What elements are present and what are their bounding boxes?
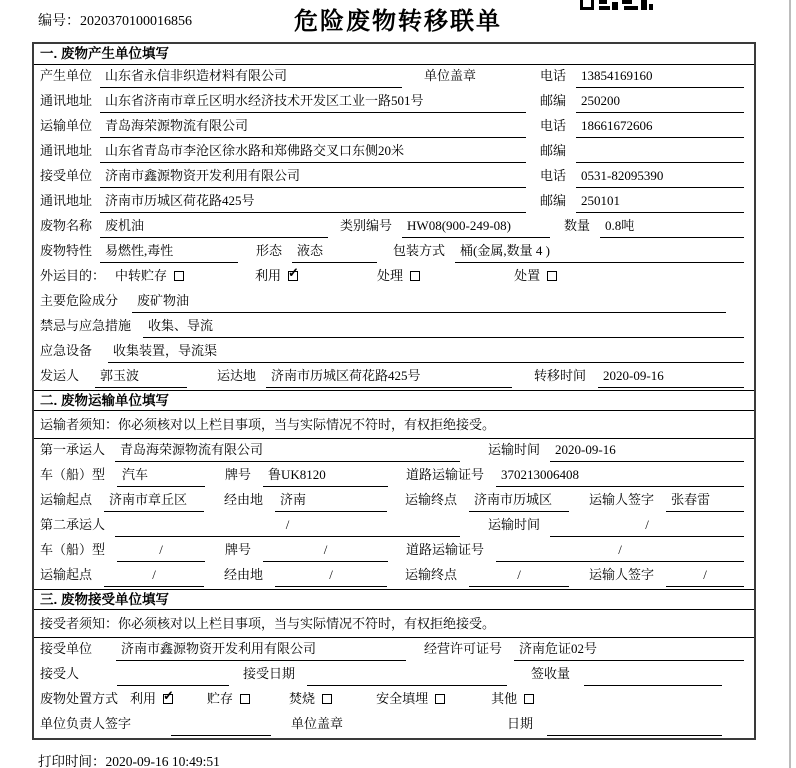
- transport-time-label: 运输时间: [488, 442, 541, 457]
- carrier-sign-label: 运输人签字: [589, 492, 655, 507]
- zip-label: 邮编: [540, 193, 567, 208]
- first-vehicle-type-value: 汽车: [117, 464, 205, 487]
- row-emergency-equipment: [34, 340, 754, 365]
- page-edge-line: [789, 0, 791, 768]
- receiving-unit-label: 接受单位: [40, 168, 93, 183]
- row-disposal-method: [34, 688, 754, 713]
- option-disposal-landfill-label: 安全填埋: [376, 691, 429, 706]
- option-disposal-incinerate-label: 焚烧: [289, 691, 316, 706]
- option-disposal-incinerate: [289, 688, 332, 710]
- first-plate-value: 鲁UK8120: [263, 464, 388, 487]
- road-permit-label: 道路运输证号: [406, 542, 485, 557]
- route-via-label: 经由地: [224, 492, 264, 507]
- vehicle-type-label: 车（船）型: [40, 467, 106, 482]
- option-disposal-store-label: 贮存: [207, 691, 234, 706]
- second-transport-time-value: /: [550, 514, 744, 537]
- print-time-label: 打印时间：: [38, 754, 106, 768]
- receiving-zip-value: 250101: [576, 190, 744, 213]
- transport-unit-group: [40, 115, 540, 138]
- packing-label: 包装方式: [393, 243, 446, 258]
- option-treat-label: 处理: [377, 268, 404, 283]
- route-end-label: 运输终点: [405, 492, 458, 507]
- transport-address-group: [40, 140, 540, 163]
- receiving-unit-group: [40, 165, 540, 188]
- row-waste-trait: [34, 240, 754, 265]
- row-generating-address: [34, 90, 754, 115]
- waste-name-value: 废机油: [100, 215, 328, 238]
- option-disposal-utilize: [130, 688, 173, 710]
- emergency-equipment-label: 应急设备: [40, 343, 93, 358]
- route-via-label: 经由地: [224, 567, 264, 582]
- second-road-permit-value: /: [496, 539, 744, 562]
- phone-label: 电话: [540, 118, 567, 133]
- packing-value: 桶(金属,数量 4 ): [455, 240, 744, 263]
- destination-value: 济南市历城区荷花路425号: [266, 365, 512, 388]
- category-label: 类别编号: [340, 218, 393, 233]
- taboo-measures-label: 禁忌与应急措施: [40, 318, 132, 333]
- zip-label: 邮编: [540, 143, 567, 158]
- shipper-label: 发运人: [40, 368, 80, 383]
- row-waste-name: [34, 215, 754, 240]
- signed-quantity-value: [584, 663, 722, 686]
- document-header: [0, 0, 796, 42]
- option-transfer-storage-label: 中转贮存: [115, 268, 168, 283]
- road-permit-label: 道路运输证号: [406, 467, 485, 482]
- print-time-value: 2020-09-16 10:49:51: [105, 754, 220, 768]
- quantity-value: 0.8吨: [600, 215, 744, 238]
- first-carrier-value: 青岛海荣源物流有限公司: [115, 439, 460, 462]
- generating-address-value: 山东省济南市章丘区明水经济技术开发区工业一路501号: [100, 90, 526, 113]
- option-disposal-utilize-label: 利用: [130, 691, 157, 706]
- plate-label: 牌号: [225, 542, 252, 557]
- unit-seal-label: 单位盖章: [424, 68, 477, 83]
- seal-date-value: [547, 713, 722, 736]
- license-label: 经营许可证号: [424, 641, 503, 656]
- row-taboo-measures: [34, 315, 754, 340]
- generating-unit-group: [40, 65, 540, 88]
- checkbox-disposal-other: [524, 694, 534, 704]
- transport-time-label: 运输时间: [488, 517, 541, 532]
- generating-address-group: [40, 90, 540, 113]
- hazard-component-value: 废矿物油: [132, 290, 726, 313]
- checkbox-transfer-storage: [174, 271, 184, 281]
- first-road-permit-value: 370213006408: [496, 464, 744, 487]
- transfer-time-value: 2020-09-16: [598, 365, 744, 388]
- row-receiving-address: [34, 190, 754, 215]
- print-time: [38, 750, 220, 768]
- option-dispose-label: 处置: [514, 268, 541, 283]
- first-route-end-value: 济南市历城区: [469, 489, 569, 512]
- receiving-phone-value: 0531-82095390: [576, 165, 744, 188]
- signed-quantity-label: 签收量: [531, 666, 571, 681]
- waste-trait-label: 废物特性: [40, 243, 93, 258]
- row-responsible-sign: [34, 713, 754, 738]
- section2-header: 二. 废物运输单位填写: [34, 390, 754, 411]
- checkbox-dispose: [547, 271, 557, 281]
- quantity-label: 数量: [564, 218, 591, 233]
- row-transport-unit: [34, 115, 754, 140]
- vehicle-type-label: 车（船）型: [40, 542, 106, 557]
- receiver-seal-label: 单位盖章: [291, 716, 344, 731]
- receive-date-label: 接受日期: [243, 666, 296, 681]
- plate-label: 牌号: [225, 467, 252, 482]
- row-receiver-person: [34, 663, 754, 688]
- option-disposal-landfill: [376, 688, 445, 710]
- checkbox-disposal-store: [240, 694, 250, 704]
- hazard-component-label: 主要危险成分: [40, 293, 119, 308]
- taboo-measures-value: 收集、导流: [143, 315, 744, 338]
- receiving-address-value: 济南市历城区荷花路425号: [100, 190, 526, 213]
- option-utilize: [255, 265, 298, 287]
- page-title: 危险废物转移联单: [294, 8, 502, 35]
- row-second-vehicle: [34, 539, 754, 564]
- checkbox-disposal-landfill: [435, 694, 445, 704]
- responsible-sign-label: 单位负责人签字: [40, 716, 132, 731]
- transport-unit-value: 青岛海荣源物流有限公司: [100, 115, 526, 138]
- row-receiving-unit: [34, 165, 754, 190]
- emergency-equipment-value: 收集装置，导流渠: [108, 340, 744, 363]
- phone-label: 电话: [540, 68, 567, 83]
- category-value: HW08(900-249-08): [402, 215, 550, 238]
- manifest-form: [32, 42, 756, 740]
- zip-label: 邮编: [540, 93, 567, 108]
- qr-code-fragment: [580, 0, 654, 10]
- transport-unit-label: 运输单位: [40, 118, 93, 133]
- row-first-carrier: [34, 439, 754, 464]
- checkbox-disposal-incinerate: [322, 694, 332, 704]
- waste-trait-value: 易燃性,毒性: [100, 240, 238, 263]
- destination-label: 运达地: [217, 368, 257, 383]
- section3-header: 三. 废物接受单位填写: [34, 589, 754, 610]
- row-generating-unit: [34, 65, 754, 90]
- receiver-notice: 接受者须知：你必须核对以上栏目事项，当与实际情况不符时，有权拒绝接受。: [34, 610, 754, 638]
- route-start-label: 运输起点: [40, 567, 93, 582]
- section1-header: 一. 废物产生单位填写: [34, 44, 754, 65]
- responsible-sign-value: [171, 713, 271, 736]
- transport-address-value: 山东省青岛市李沧区徐水路和郑佛路交叉口东侧20米: [100, 140, 526, 163]
- option-disposal-other: [491, 688, 534, 710]
- generating-phone-value: 13854169160: [576, 65, 744, 88]
- doc-number-value: 2020370100016856: [80, 14, 192, 29]
- disposal-method-label: 废物处置方式: [40, 691, 119, 706]
- address-label: 通讯地址: [40, 143, 93, 158]
- generating-unit-value: 山东省永信非织造材料有限公司: [100, 65, 402, 88]
- transfer-time-label: 转移时间: [534, 368, 587, 383]
- row-shipper: [34, 365, 754, 390]
- transporter-notice: 运输者须知：你必须核对以上栏目事项，当与实际情况不符时，有权拒绝接受。: [34, 411, 754, 439]
- shipper-value: 郭玉波: [95, 365, 187, 388]
- second-route-start-value: /: [104, 564, 204, 587]
- form-label: 形态: [256, 243, 283, 258]
- transfer-purpose-label: 外运目的：: [40, 268, 106, 283]
- route-start-label: 运输起点: [40, 492, 93, 507]
- first-transport-time-value: 2020-09-16: [550, 439, 744, 462]
- option-transfer-storage: [115, 265, 184, 287]
- row-hazard-component: [34, 290, 754, 315]
- first-carrier-label: 第一承运人: [40, 442, 106, 457]
- address-label: 通讯地址: [40, 193, 93, 208]
- license-value: 济南危证02号: [514, 638, 744, 661]
- receiver-unit-label: 接受单位: [40, 641, 93, 656]
- checkbox-treat: [410, 271, 420, 281]
- route-end-label: 运输终点: [405, 567, 458, 582]
- second-carrier-value: /: [115, 514, 460, 537]
- first-route-via-value: 济南: [275, 489, 387, 512]
- option-treat: [377, 265, 420, 287]
- first-route-start-value: 济南市章丘区: [104, 489, 204, 512]
- second-route-end-value: /: [469, 564, 569, 587]
- option-disposal-store: [207, 688, 250, 710]
- second-route-via-value: /: [275, 564, 387, 587]
- row-receiver-unit: [34, 638, 754, 663]
- receiving-unit-value: 济南市鑫源物资开发利用有限公司: [100, 165, 526, 188]
- option-dispose: [514, 265, 557, 287]
- second-vehicle-type-value: /: [117, 539, 205, 562]
- second-carrier-label: 第二承运人: [40, 517, 106, 532]
- transport-zip-value: [576, 140, 744, 163]
- transport-phone-value: 18661672606: [576, 115, 744, 138]
- receiver-unit-value: 济南市鑫源物资开发利用有限公司: [116, 638, 406, 661]
- form-value: 液态: [292, 240, 377, 263]
- second-plate-value: /: [263, 539, 388, 562]
- checkbox-disposal-utilize: [163, 694, 173, 704]
- carrier-sign-label: 运输人签字: [589, 567, 655, 582]
- seal-date-label: 日期: [507, 716, 534, 731]
- receiver-person-label: 接受人: [40, 666, 80, 681]
- row-first-vehicle: [34, 464, 754, 489]
- option-utilize-label: 利用: [255, 268, 282, 283]
- receiving-address-group: [40, 190, 540, 213]
- generating-zip-value: 250200: [576, 90, 744, 113]
- generating-unit-label: 产生单位: [40, 68, 93, 83]
- checkbox-utilize: [288, 271, 298, 281]
- second-carrier-sign-value: /: [666, 564, 744, 587]
- phone-label: 电话: [540, 168, 567, 183]
- row-transport-address: [34, 140, 754, 165]
- receiver-person-value: [117, 663, 229, 686]
- first-carrier-sign-value: 张春雷: [666, 489, 744, 512]
- waste-name-label: 废物名称: [40, 218, 93, 233]
- row-second-carrier: [34, 514, 754, 539]
- row-second-route: [34, 564, 754, 589]
- receive-date-value: [307, 663, 507, 686]
- row-first-route: [34, 489, 754, 514]
- address-label: 通讯地址: [40, 93, 93, 108]
- row-transfer-purpose: [34, 265, 754, 290]
- option-disposal-other-label: 其他: [491, 691, 518, 706]
- doc-number-label: 编号：: [38, 14, 80, 29]
